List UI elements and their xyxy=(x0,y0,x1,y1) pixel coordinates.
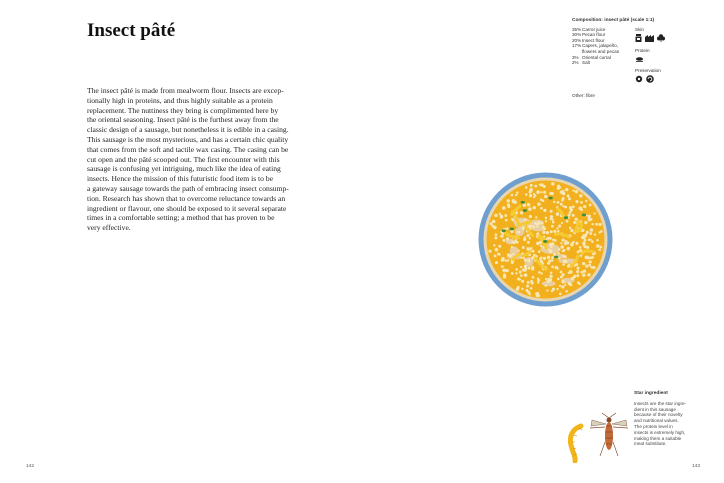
dot-texture xyxy=(572,214,575,217)
dot-texture xyxy=(528,207,532,211)
dot-texture xyxy=(570,243,573,246)
dot-texture xyxy=(567,213,570,216)
dot-texture xyxy=(565,188,568,191)
dot-texture xyxy=(503,273,506,276)
pate-cross-section-illustration xyxy=(478,172,613,307)
dot-texture xyxy=(522,246,525,249)
dot-texture xyxy=(519,279,521,281)
protein-icons xyxy=(635,56,692,62)
dot-texture xyxy=(561,199,564,202)
dot-texture xyxy=(584,235,587,238)
dot-texture xyxy=(560,203,563,206)
page-title: Insect pâté xyxy=(87,20,176,41)
dot-texture xyxy=(524,265,528,269)
dot-texture xyxy=(500,235,503,238)
dot-texture xyxy=(589,260,592,263)
dot-texture xyxy=(568,197,571,200)
dot-texture xyxy=(569,270,573,274)
dot-texture xyxy=(559,285,561,287)
dot-texture xyxy=(563,260,566,263)
dot-texture xyxy=(546,289,548,291)
dot-texture xyxy=(533,196,535,198)
dot-texture xyxy=(554,239,557,242)
dot-texture xyxy=(534,222,537,225)
dot-texture xyxy=(538,250,541,253)
dot-texture xyxy=(488,250,491,253)
dot-texture xyxy=(499,213,501,215)
dot-texture xyxy=(599,246,602,249)
dot-texture xyxy=(535,216,537,218)
refresh-icon xyxy=(646,75,654,83)
dot-texture xyxy=(561,190,564,193)
dot-texture xyxy=(515,268,518,271)
dot-texture xyxy=(573,221,576,224)
dot-texture xyxy=(506,227,509,230)
dot-texture xyxy=(557,278,560,281)
factory-icon xyxy=(645,34,654,42)
dot-texture xyxy=(544,195,547,198)
dot-texture xyxy=(494,254,497,257)
dot-texture xyxy=(557,230,560,233)
dot-texture xyxy=(571,277,574,280)
dot-texture xyxy=(590,228,594,232)
dot-texture xyxy=(514,241,516,243)
dot-texture xyxy=(526,285,529,288)
dot-texture xyxy=(594,212,596,214)
dot-texture xyxy=(521,280,524,283)
dot-texture xyxy=(585,200,587,202)
dot-texture xyxy=(542,231,545,234)
dot-texture xyxy=(512,253,514,255)
dot-texture xyxy=(576,270,579,273)
properties-column xyxy=(635,27,692,90)
dot-texture xyxy=(538,221,541,224)
dot-texture xyxy=(547,278,549,280)
dot-texture xyxy=(492,220,495,223)
dot-texture xyxy=(502,206,506,210)
list-item xyxy=(572,60,632,66)
star-ingredient-title: Star ingredient xyxy=(634,391,668,396)
dot-texture xyxy=(551,265,554,268)
dot-texture xyxy=(543,257,546,260)
mealworm-illustration xyxy=(566,423,586,463)
dot-texture xyxy=(550,272,552,274)
dot-texture xyxy=(548,249,550,251)
dot-texture xyxy=(561,222,563,224)
dot-texture xyxy=(511,246,513,248)
ingredient-percent: 3% xyxy=(572,54,579,60)
dot-texture xyxy=(595,223,598,226)
dot-texture xyxy=(587,273,590,276)
dot-texture xyxy=(561,273,564,276)
dot-texture xyxy=(557,252,559,254)
insect-icon xyxy=(635,56,644,62)
dot-texture xyxy=(532,225,535,228)
dot-texture xyxy=(531,266,534,269)
dot-texture xyxy=(495,214,498,217)
dot-texture xyxy=(551,242,555,246)
star-ingredient-text: Insects are the star ingre- dient in this sausage because of their novelty and nutritional values. The protein level in insects is extremely high, making them a suitable meat substitute. xyxy=(634,400,687,447)
dot-texture xyxy=(553,201,556,204)
dot-texture xyxy=(537,294,540,297)
ingredient-name: Pecan flour xyxy=(582,32,606,38)
dot-texture xyxy=(509,254,512,257)
herb-texture xyxy=(582,213,586,216)
dot-texture xyxy=(575,190,578,193)
ingredient-percent: 17% xyxy=(572,43,582,49)
dot-texture xyxy=(498,245,501,248)
page-number-left: 142 xyxy=(26,464,35,469)
other-ingredients: Other: fibre xyxy=(572,92,595,98)
dot-texture xyxy=(577,251,580,254)
dot-texture xyxy=(584,239,587,242)
dot-texture xyxy=(556,288,558,290)
dot-texture xyxy=(586,246,589,249)
herb-texture xyxy=(543,240,547,243)
dot-texture xyxy=(546,231,549,234)
dot-texture xyxy=(576,267,579,270)
composition-panel xyxy=(572,18,692,107)
dot-texture xyxy=(494,236,497,239)
dot-texture xyxy=(557,201,560,204)
dot-texture xyxy=(521,288,523,290)
dot-texture xyxy=(557,187,560,190)
dot-texture xyxy=(558,224,561,227)
dot-texture xyxy=(523,203,526,206)
dot-texture xyxy=(526,234,529,237)
ingredient-name: Capers, jalapeño, flowers and pecan xyxy=(582,43,620,54)
dot-texture xyxy=(501,265,504,268)
dot-texture xyxy=(495,248,499,252)
dot-texture xyxy=(555,266,559,270)
dot-texture xyxy=(550,245,552,247)
dot-texture xyxy=(505,219,508,222)
dot-texture xyxy=(506,237,509,240)
dot-texture xyxy=(502,239,505,242)
dot-texture xyxy=(589,203,592,206)
dot-texture xyxy=(565,290,568,293)
herb-texture xyxy=(548,197,552,200)
dot-texture xyxy=(588,219,591,222)
dot-texture xyxy=(584,221,587,224)
dot-texture xyxy=(505,259,508,262)
skin-icons xyxy=(635,34,692,42)
dot-texture xyxy=(598,231,600,233)
dot-texture xyxy=(562,263,564,265)
dot-texture xyxy=(540,207,543,210)
dot-texture xyxy=(579,246,581,248)
dot-texture xyxy=(530,287,533,290)
dot-texture xyxy=(540,191,542,193)
dot-texture xyxy=(575,200,578,203)
protein-label: Protein xyxy=(635,48,650,54)
dot-texture xyxy=(525,193,528,196)
dot-texture xyxy=(561,280,565,284)
dot-texture xyxy=(541,222,543,224)
dot-texture xyxy=(562,239,565,242)
dot-texture xyxy=(495,262,497,264)
herb-texture xyxy=(554,256,558,259)
ingredient-percent: 30% xyxy=(572,32,582,38)
ingredient-name: Oriental curral xyxy=(582,54,611,60)
dot-texture xyxy=(551,256,554,259)
dot-texture xyxy=(507,205,510,208)
dot-texture xyxy=(592,266,595,269)
dot-texture xyxy=(562,250,564,252)
dot-texture xyxy=(512,201,514,203)
dot-texture xyxy=(582,274,585,277)
dot-texture xyxy=(588,239,590,241)
dot-texture xyxy=(567,194,570,197)
dot-texture xyxy=(530,280,533,283)
dot-texture xyxy=(549,192,552,195)
dot-texture xyxy=(550,210,553,213)
dot-texture xyxy=(559,293,562,296)
dot-texture xyxy=(515,194,518,197)
dot-texture xyxy=(598,223,601,226)
dot-texture xyxy=(545,278,547,280)
composition-title: Composition: insect pâté (scale 1:1) xyxy=(572,18,655,23)
dot-texture xyxy=(591,256,594,259)
dot-texture xyxy=(543,191,546,194)
preservation-icons xyxy=(635,75,692,83)
dot-texture xyxy=(582,262,585,265)
dot-texture xyxy=(545,217,548,220)
dot-texture xyxy=(585,264,588,267)
dot-texture xyxy=(529,293,531,295)
dot-texture xyxy=(556,227,558,229)
dot-texture xyxy=(530,247,532,249)
dot-texture xyxy=(500,215,503,218)
dot-texture xyxy=(553,230,556,233)
dot-texture xyxy=(534,185,537,188)
dot-texture xyxy=(529,215,532,218)
dot-texture xyxy=(506,269,509,272)
dot-texture xyxy=(596,239,598,241)
dot-texture xyxy=(556,212,560,216)
dot-texture xyxy=(572,189,574,191)
dot-texture xyxy=(517,250,519,252)
dot-texture xyxy=(591,240,594,243)
dot-texture xyxy=(542,199,545,202)
ingredient-name: Carrot juice xyxy=(582,26,606,32)
herb-texture xyxy=(564,216,568,219)
dot-texture xyxy=(502,268,506,272)
dot-texture xyxy=(516,287,520,291)
dot-texture xyxy=(511,241,513,243)
dot-texture xyxy=(527,281,530,284)
dot-texture xyxy=(538,271,541,274)
ingredient-name: Insect flour xyxy=(582,37,605,43)
dot-texture xyxy=(564,256,566,258)
dot-texture xyxy=(540,245,543,248)
dot-texture xyxy=(537,281,539,283)
dot-texture xyxy=(529,190,531,192)
dot-texture xyxy=(579,207,582,210)
dot-texture xyxy=(515,272,517,274)
dot-texture xyxy=(537,279,540,282)
dot-texture xyxy=(524,273,527,276)
dot-texture xyxy=(524,259,527,262)
dot-texture xyxy=(587,215,590,218)
dot-texture xyxy=(530,184,533,187)
dot-texture xyxy=(570,229,573,232)
dot-texture xyxy=(547,256,550,259)
herb-texture xyxy=(523,209,527,212)
dot-texture xyxy=(588,264,591,267)
dot-texture xyxy=(524,236,526,238)
dot-texture xyxy=(527,267,530,270)
dot-texture xyxy=(561,285,564,288)
dot-texture xyxy=(527,260,530,263)
clover-icon xyxy=(657,34,665,42)
dot-texture xyxy=(543,227,546,230)
dot-texture xyxy=(582,242,585,245)
dot-texture xyxy=(569,227,572,230)
dot-texture xyxy=(531,256,534,259)
dot-texture xyxy=(583,269,586,272)
dot-texture xyxy=(498,253,501,256)
dot-texture xyxy=(527,241,530,244)
dot-texture xyxy=(524,268,527,271)
dot-texture xyxy=(536,242,539,245)
dot-texture xyxy=(560,242,562,244)
dot-texture xyxy=(551,225,554,228)
dot-texture xyxy=(540,183,544,187)
dot-texture xyxy=(566,220,569,223)
ingredient-percent: 35% xyxy=(572,26,582,32)
dot-texture xyxy=(596,244,599,247)
dot-texture xyxy=(550,215,553,218)
dot-texture xyxy=(567,247,570,250)
dot-texture xyxy=(532,250,535,253)
body-paragraph: The insect pâté is made from mealworm flour. Insects are excep- tionally high in proteins, and thus highly suitable as a protein replacement. The nuttiness they bring is complimented here by the oriental seasoning. Insect pâté is the furthest away from the classic design of a sausage, but nonetheless it is edible in a casing. This sausage is the most mysterious, and has a certain chic quality that comes from the soft and tactile wax casing. The casing can be cut open and the pâté scooped out. The first encounter with this sausage is confusing yet intriguing, much like the idea of eating insects. Hence the mission of this futuristic food item is to be a gateway sausage towards the path of embracing insect consump- tion. Research has shown that to overcome reluctance towards an ingredient or flavour, one should be exposed to it several separate times in a comfortable setting; a method that has proven to be very effective. xyxy=(87,86,289,233)
dot-texture xyxy=(504,214,507,217)
dot-texture xyxy=(552,218,554,220)
dot-texture xyxy=(598,249,601,252)
dot-texture xyxy=(522,228,524,230)
dot-texture xyxy=(511,194,514,197)
dot-texture xyxy=(493,244,495,246)
dot-texture xyxy=(533,206,536,209)
ingredient-percent: 20% xyxy=(572,37,582,43)
dot-texture xyxy=(560,271,563,274)
dot-texture xyxy=(553,253,556,256)
dot-texture xyxy=(547,237,550,240)
dot-texture xyxy=(551,259,553,261)
dot-texture xyxy=(537,202,540,205)
dot-texture xyxy=(527,203,531,207)
dot-texture xyxy=(511,272,514,275)
dot-texture xyxy=(533,254,536,257)
dot-texture xyxy=(576,274,579,277)
herb-texture xyxy=(502,229,506,232)
dot-texture xyxy=(506,199,510,203)
jar-icon xyxy=(635,34,642,42)
dot-texture xyxy=(591,223,593,225)
dot-texture xyxy=(587,256,590,259)
cricket-illustration xyxy=(588,412,630,460)
dot-texture xyxy=(529,194,532,197)
dot-texture xyxy=(520,274,523,277)
skin-label: Skin xyxy=(635,26,644,32)
dot-texture xyxy=(536,225,538,227)
dot-texture xyxy=(551,182,554,185)
dot-texture xyxy=(558,248,561,251)
dot-texture xyxy=(594,233,596,235)
dot-texture xyxy=(517,231,519,233)
dot-texture xyxy=(552,221,555,224)
dot-texture xyxy=(490,222,493,225)
dot-texture xyxy=(545,284,548,287)
star-ingredient-panel xyxy=(634,391,696,447)
page-number-right: 143 xyxy=(692,464,701,469)
dot-texture xyxy=(579,283,581,285)
dot-texture xyxy=(570,208,573,211)
dot-texture xyxy=(520,211,523,214)
dot-texture xyxy=(580,201,583,204)
dot-texture xyxy=(501,259,504,262)
dot-texture xyxy=(541,272,543,274)
dot-texture xyxy=(516,191,518,193)
herb-texture xyxy=(521,201,525,204)
dot-texture xyxy=(583,205,586,208)
list-item xyxy=(572,43,632,54)
dot-texture xyxy=(562,205,564,207)
preservation-label: Preservation xyxy=(635,67,661,73)
dot-texture xyxy=(579,194,582,197)
ingredient-list xyxy=(572,27,632,66)
dot-texture xyxy=(532,276,535,279)
dot-texture xyxy=(568,283,570,285)
dot-texture xyxy=(543,209,546,212)
dot-texture xyxy=(575,242,578,245)
dot-texture xyxy=(552,288,555,291)
dot-texture xyxy=(507,259,509,261)
dot-texture xyxy=(536,190,540,194)
gear-icon xyxy=(635,75,643,83)
dot-texture xyxy=(491,225,494,228)
dot-texture xyxy=(572,205,575,208)
dot-texture xyxy=(565,240,568,243)
dot-texture xyxy=(519,271,522,274)
herb-texture xyxy=(510,227,514,230)
dot-texture xyxy=(564,284,566,286)
dot-texture xyxy=(520,266,522,268)
dot-texture xyxy=(525,186,528,189)
dot-texture xyxy=(502,232,505,235)
dot-texture xyxy=(550,230,553,233)
ingredient-name: Salt xyxy=(582,60,590,66)
dot-texture xyxy=(549,275,552,278)
dot-texture xyxy=(495,233,498,236)
dot-texture xyxy=(540,257,542,259)
dot-texture xyxy=(589,232,592,235)
dot-texture xyxy=(548,259,551,262)
dot-texture xyxy=(560,245,563,248)
dot-texture xyxy=(511,218,513,220)
dot-texture xyxy=(524,218,527,221)
ingredient-percent: 2% xyxy=(572,60,579,66)
dot-texture xyxy=(529,237,531,239)
dot-texture xyxy=(545,220,547,222)
